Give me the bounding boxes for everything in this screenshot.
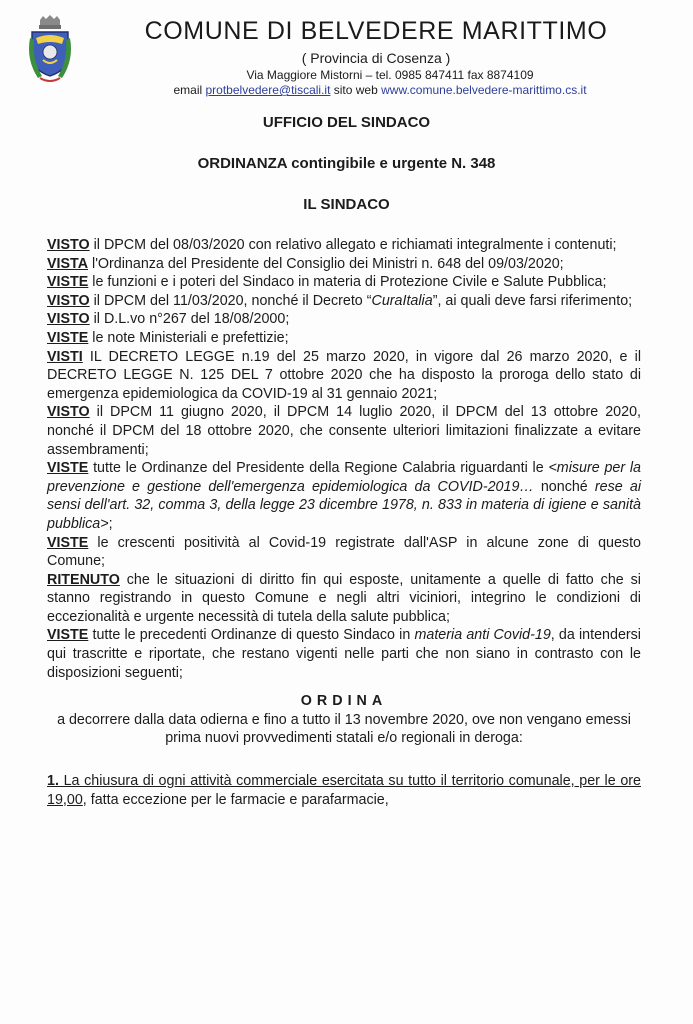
municipality-title: COMUNE DI BELVEDERE MARITTIMO <box>144 17 608 45</box>
order-item-1: 1. La chiusura di ogni attività commerciale esercitata su tutto il territorio comunale, per le ore 19,00, fatta eccezione per le farmacie e parafarmacie, <box>47 773 641 808</box>
paragraph-viste-positivita: VISTE le crescenti positività al Covid-19 registrate dall'ASP in alcune zone di questo Comune; <box>47 534 641 570</box>
authority-heading: IL SINDACO <box>303 196 390 213</box>
paragraph-visto-dpcm-0803: VISTO il DPCM del 08/03/2020 con relativo allegato e richiamati integralmente i contenuti; <box>47 237 617 253</box>
province-line: ( Provincia di Cosenza ) <box>301 50 451 66</box>
document-body <box>47 236 641 809</box>
paragraph-visto-curaitalia: VISTO il DPCM del 11/03/2020, nonché il Decreto “CuraItalia”, ai quali deve farsi riferimento; <box>47 292 633 309</box>
paragraph-viste-ordinanze: VISTE tutte le precedenti Ordinanze di questo Sindaco in materia anti Covid-19, da intendersi qui trascritte e riportate, che restano vigenti nelle parti che non siano in contrasto con le disposizioni seguenti; <box>47 627 641 681</box>
paragraph-ritenuto: RITENUTO che le situazioni di diritto fin qui esposte, unitamente a quelle di fatto che si stanno registrando in questo Comune e negli altri viciniori, integrino le condizioni di eccezionalità e urgente necessità di tutela della salute pubblica; <box>47 571 641 625</box>
paragraph-visti-decreti: VISTI IL DECRETO LEGGE n.19 del 25 marzo 2020, in vigore dal 26 marzo 2020, e il DECRETO LEGGE N. 125 DEL 7 ottobre 2020 che ha disposto la proroga dello stato di emergenza epidemiologica da COVID-19 al 31 gennaio 2021; <box>47 348 641 402</box>
municipal-crest-icon <box>26 14 74 86</box>
site-prefix: sito web <box>333 83 378 97</box>
paragraph-viste-funzioni: VISTE le funzioni e i poteri del Sindaco in materia di Protezione Civile e Salute Pubblica; <box>47 274 607 291</box>
office-heading: UFFICIO DEL SINDACO <box>262 114 431 131</box>
paragraph-viste-regione: VISTE tutte le Ordinanze del Presidente della Regione Calabria riguardanti le <misure per la prevenzione e gestione dell'emergenza epidemiologica da COVID-2019… nonché rese ai sensi dell'art. 32, comma 3, della legge 23 dicembre 1978, n. 833 in materia di igiene e sanità pubblica>; <box>47 460 641 532</box>
ordina-heading: ORDINA <box>300 693 388 710</box>
email-link[interactable]: protbelvedere@tiscali.it <box>205 83 331 97</box>
paragraph-vista-ordinanza: VISTA l'Ordinanza del Presidente del Consiglio dei Ministri n. 648 del 09/03/2020; <box>47 255 564 272</box>
paragraph-viste-note: VISTE le note Ministeriali e prefettizie; <box>47 329 289 346</box>
contact-line <box>100 83 660 97</box>
email-prefix: email <box>173 83 203 97</box>
paragraph-visto-dlvo: VISTO il D.L.vo n°267 del 18/08/2000; <box>47 311 290 328</box>
ordinance-title: ORDINANZA contingibile e urgente N. 348 <box>197 155 496 172</box>
paragraph-visto-dpcm-list: VISTO il DPCM 11 giugno 2020, il DPCM 14 luglio 2020, il DPCM del 13 ottobre 2020, nonché il DPCM del 18 ottobre 2020, che consente ulteriori limitazioni finalizzate a evitare assembramenti; <box>47 404 641 458</box>
address-line: Via Maggiore Mistorni – tel. 0985 847411 fax 8874109 <box>246 68 534 82</box>
website-link[interactable]: www.comune.belvedere-marittimo.cs.it <box>381 83 587 97</box>
ordina-text: a decorrere dalla data odierna e fino a tutto il 13 novembre 2020, ove non vengano emessi prima nuovi provvedimenti statali e/o regionali in deroga: <box>57 711 631 747</box>
